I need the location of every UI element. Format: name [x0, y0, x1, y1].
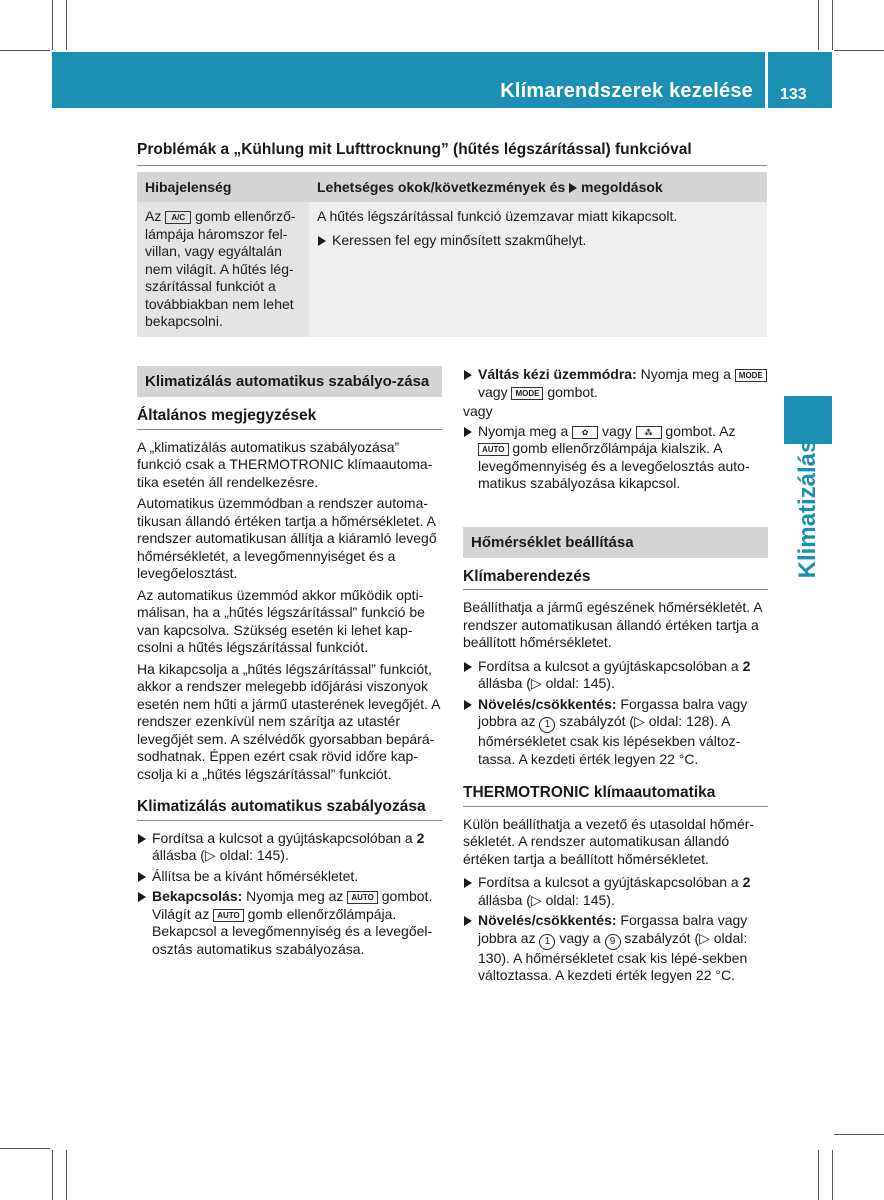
- list-item: Bekapcsolás: Nyomja meg az AUTO gombot. Világít az AUTO gomb ellenőrzőlámpája. Bekapcsol a levegőmennyiség és a levegőel-osztás automatikus szabályozása.: [137, 888, 442, 958]
- list-item: Fordítsa a kulcsot a gyújtáskapcsolóban a 2 állásba (▷ oldal: 145).: [463, 658, 768, 693]
- crop-mark: [52, 1150, 53, 1200]
- control-1-icon: 1: [539, 934, 555, 950]
- auto-key-icon: AUTO: [478, 443, 509, 456]
- paragraph: Ha kikapcsolja a „hűtés légszárítással” funkciót, akkor a rendszer melegebb időjárási viszonyok esetén nem hűti a jármű utasterének levegőjét. A rendszer ezenkívül nem szárítja az utastér levegőjét sem. A szélvédők gyorsabban bepárá-sodhatnak. Éppen ezért csak rövid időre kap-csolja ki a „hűtés légszárítással” funkciót.: [137, 660, 440, 782]
- header-bar: [52, 52, 765, 108]
- column-header-symptom: Hibajelenség: [137, 172, 309, 202]
- page-number-box: [768, 52, 832, 108]
- paragraph: Beállíthatja a jármű egészének hőmérsékletét. A rendszer automatikusan állandó értéken tartja a beállított hőmérsékletet.: [463, 599, 762, 650]
- crop-mark: [832, 0, 833, 50]
- triangle-bullet-icon: [464, 878, 472, 888]
- triangle-bullet-icon: [464, 370, 472, 380]
- subheading-general-notes: Általános megjegyzések: [137, 407, 442, 430]
- or-text: vagy: [463, 403, 493, 419]
- crop-mark: [0, 1148, 50, 1149]
- symptom-cell: Az A/C gomb ellenőrző-lámpája háromszor fel-villan, vagy egyáltalán nem világít. A hűtés lég-szárítással funkciót a továbbiakban nem lehet bekapcsolni.: [137, 202, 309, 337]
- column-header-causes: Lehetséges okok/következmények és megoldások: [309, 172, 767, 202]
- control-1-icon: 1: [539, 717, 555, 733]
- triangle-bullet-icon: [464, 700, 472, 710]
- page-number: 133: [780, 86, 807, 103]
- crop-mark: [66, 1150, 67, 1200]
- list-item: Nyomja meg a ✿ vagy ⁂ gombot. Az AUTO gomb ellenőrzőlámpája kialszik. A levegőmennyiség és a levegőelosztás auto-matikus szabályozása kikapcsol.: [463, 423, 768, 493]
- list-item: Növelés/csökkentés: Forgassa balra vagy jobbra az 1 szabályzót (▷ oldal: 128). A hőmérsékletet csak kis lépésekben változ-tassa. A kezdeti érték legyen 22 °C.: [463, 696, 768, 769]
- solution-bullet: Keressen fel egy minősített szakműhelyt.: [317, 232, 759, 250]
- section-heading-auto-control: Klimatizálás automatikus szabályo-zása: [137, 366, 442, 397]
- paragraph: Automatikus üzemmódban a rendszer automa-tikusan állandó értéken tartja a hőmérsékletet. A rendszer automatikusan állítja a kiáramló levegő hőmérsékletét, a levegőmennyiséget és a levegőelosztást.: [137, 495, 437, 581]
- problem-table: [137, 172, 767, 337]
- paragraph: A „klimatizálás automatikus szabályozása” funkció csak a THERMOTRONIC klímaautoma-tika esetén áll rendelkezésre.: [137, 438, 433, 490]
- triangle-bullet-icon: [318, 236, 326, 246]
- auto-key-icon: AUTO: [213, 909, 244, 922]
- triangle-bullet-icon: [464, 662, 472, 672]
- table-header-row: [137, 172, 767, 202]
- triangle-bullet-icon: [138, 892, 146, 902]
- subheading-auto-control: Klimatizálás automatikus szabályozása: [137, 798, 442, 821]
- triangle-bullet-icon: [138, 872, 146, 882]
- mode-down-key-icon: MODE: [511, 387, 543, 400]
- control-9-icon: 9: [605, 934, 621, 950]
- crop-mark: [818, 1150, 819, 1200]
- crop-mark: [0, 50, 50, 51]
- chapter-title: Klímarendszerek kezelése: [500, 80, 753, 102]
- crop-mark: [52, 0, 53, 50]
- list-item: Növelés/csökkentés: Forgassa balra vagy jobbra az 1 vagy a 9 szabályzót (▷ oldal: 130). A hőmérsékletet csak kis lépé-sekben változtassa. A kezdeti érték legyen 22 °C.: [463, 912, 768, 985]
- subheading-climate-system: Klímaberendezés: [463, 568, 768, 591]
- crop-mark: [832, 1150, 833, 1200]
- air-distribution-key-icon: ⁂: [636, 426, 662, 439]
- right-column: [463, 366, 768, 985]
- mode-up-key-icon: MODE: [735, 369, 767, 382]
- side-tab-label: Klimatizálás: [794, 439, 821, 579]
- triangle-bullet-icon: [464, 427, 472, 437]
- crop-mark: [66, 0, 67, 50]
- side-tab: [784, 396, 832, 444]
- crop-mark: [834, 1134, 884, 1135]
- table-row: [137, 202, 767, 337]
- cause-cell: A hűtés légszárítással funkció üzemzavar miatt kikapcsolt. Keressen fel egy minősített szakműhelyt.: [309, 202, 767, 337]
- crop-mark: [834, 50, 884, 51]
- paragraph: Az automatikus üzemmód akkor működik opti-málisan, ha a „hűtés légszárítással” funkció be van kapcsolva. Szükség esetén ki lehet kap-csolni a hűtés légszárítással funkciót.: [137, 586, 425, 655]
- section-heading-temperature: Hőmérséklet beállítása: [463, 527, 768, 558]
- triangle-bullet-icon: [138, 834, 146, 844]
- triangle-bullet-icon: [464, 916, 472, 926]
- list-item: Állítsa be a kívánt hőmérsékletet.: [137, 868, 442, 886]
- list-item: Váltás kézi üzemmódra: Nyomja meg a MODE vagy MODE gombot.: [463, 366, 768, 401]
- crop-mark: [818, 0, 819, 50]
- auto-key-icon: AUTO: [347, 891, 378, 904]
- subheading-thermotronic: THERMOTRONIC klímaautomatika: [463, 784, 768, 807]
- list-item: Fordítsa a kulcsot a gyújtáskapcsolóban a 2 állásba (▷ oldal: 145).: [137, 830, 442, 865]
- paragraph: Külön beállíthatja a vezető és utasoldal hőmér-sékletét. A rendszer automatikusan állandó értéken tartja a beállított hőmérsékletet.: [463, 815, 755, 867]
- fan-key-icon: ✿: [572, 426, 598, 439]
- triangle-bullet-icon: [569, 183, 577, 193]
- problem-table-title: Problémák a „Kühlung mit Lufttrocknung” (hűtés légszárítással) funkcióval: [137, 141, 767, 166]
- list-item: Fordítsa a kulcsot a gyújtáskapcsolóban a 2 állásba (▷ oldal: 145).: [463, 874, 768, 909]
- left-column: [137, 366, 442, 958]
- ac-key-icon: A/C: [165, 211, 191, 224]
